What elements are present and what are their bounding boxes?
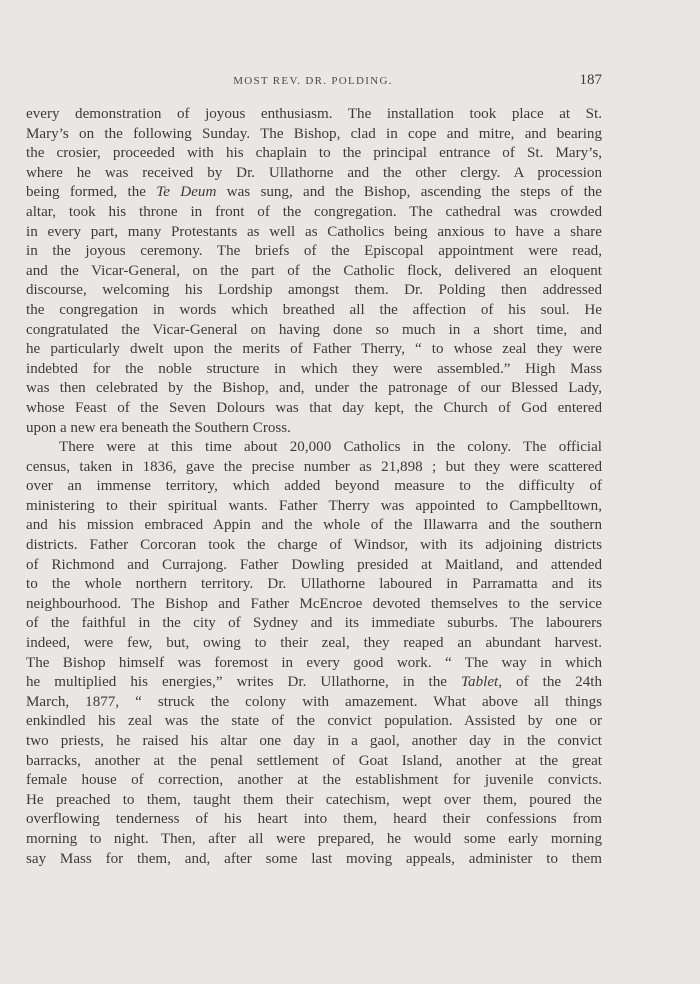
text-run: in every part, many Protestants as well as Catholics being anxious to have a share [26,223,602,240]
text-line [26,654,602,674]
text-run: morning to night. Then, after all were prepared, he would some early morning [26,830,602,847]
italic-run: Te Deum [156,184,217,201]
text-run: in the joyous ceremony. The briefs of the Episcopal appointment were read, [26,243,602,260]
text-run: altar, took his throne in front of the congregation. The cathedral was crowded [26,203,602,220]
text-line [26,458,602,478]
text-line [26,693,602,713]
page-number: 187 [579,72,602,88]
text-run: he particularly dwelt upon the merits of Father Therry, “ to whose zeal they were [26,341,602,358]
text-run: The Bishop himself was foremost in every good work. “ The way in which [26,654,602,671]
text-run: of the faithful in the city of Sydney and its immediate suburbs. The labourers [26,615,602,632]
text-run: where he was received by Dr. Ullathorne and the other clergy. A procession [26,164,602,181]
text-run: barracks, another at the penal settlement of Goat Island, another at the great [26,752,602,769]
text-line [26,752,602,772]
text-line [26,634,602,654]
text-line [26,144,602,164]
text-line [26,262,602,282]
text-line [26,281,602,301]
text-line [26,419,602,439]
text-run: districts. Father Corcoran took the charge of Windsor, with its adjoining districts [26,537,602,554]
text-line [26,125,602,145]
text-line [26,830,602,850]
text-run: being formed, the [26,184,157,201]
text-line [26,203,602,223]
text-run: the congregation in words which breathed all the affection of his soul. He [26,301,602,318]
text-run: of the 24th [502,674,602,691]
text-run: whose Feast of the Seven Dolours was that day kept, the Church of God entered [26,399,602,416]
text-line [26,575,602,595]
running-head [24,72,602,92]
body-text [26,105,602,869]
text-run: was sung, and the Bishop, ascending the steps of the [216,184,602,201]
text-line [26,595,602,615]
text-line [26,438,602,458]
text-run: was then celebrated by the Bishop, and, under the patronage of our Blessed Lady, [26,380,602,397]
text-line [26,771,602,791]
text-run: indebted for the noble structure in which they were assembled.” High Mass [26,360,602,377]
text-line [26,360,602,380]
text-run: ministering to their spiritual wants. Father Therry was appointed to Campbelltown, [26,497,602,514]
text-line [26,477,602,497]
text-line [26,673,602,693]
text-run: He preached to them, taught them their catechism, wept over them, poured the [26,791,602,808]
text-run: upon a new era beneath the Southern Cross. [26,419,291,436]
text-run: Mary’s on the following Sunday. The Bishop, clad in cope and mitre, and bearing [26,125,602,142]
text-line [26,614,602,634]
text-run: over an immense territory, which added beyond measure to the difficulty of [26,478,602,495]
text-run: March, 1877, “ struck the colony with amazement. What above all things [26,693,602,710]
text-line [26,850,602,870]
text-run: every demonstration of joyous enthusiasm. The installation took place at St. [26,106,602,122]
text-run: discourse, welcoming his Lordship amongst them. Dr. Polding then addressed [26,282,602,299]
text-run: indeed, were few, but, owing to their zeal, they reaped an abundant harvest. [26,635,602,652]
text-run: There were at this time about 20,000 Catholics in the colony. The official [59,439,602,456]
text-run: he multiplied his energies,” writes Dr. Ullathorne, in the [26,674,462,691]
text-line [26,379,602,399]
text-run: census, taken in 1836, gave the precise number as 21,898 ; but they were scattered [26,458,602,475]
text-run: say Mass for them, and, after some last moving appeals, administer to them [26,850,602,867]
text-line [26,516,602,536]
text-line [26,242,602,262]
text-run: enkindled his zeal was the state of the convict population. Assisted by one or [26,713,602,730]
text-line [26,791,602,811]
text-run: and the Vicar-General, on the part of the Catholic flock, delivered an eloquent [26,262,602,279]
text-run: of Richmond and Currajong. Father Dowling presided at Maitland, and attended [26,556,602,573]
text-run: congratulated the Vicar-General on having done so much in a short time, and [26,321,602,338]
text-line [26,497,602,517]
text-line [26,183,602,203]
text-run: overflowing tenderness of his heart into them, heard their confessions from [26,811,602,828]
text-line [26,301,602,321]
text-run: neighbourhood. The Bishop and Father McEncroe devoted themselves to the service [26,595,602,612]
text-line [26,223,602,243]
text-run: and his mission embraced Appin and the whole of the Illawarra and the southern [26,517,602,534]
text-line [26,810,602,830]
text-run: to the whole northern territory. Dr. Ullathorne laboured in Parramatta and its [26,576,602,593]
text-line [26,712,602,732]
text-run: female house of correction, another at the establishment for juvenile convicts. [26,772,602,789]
text-line [26,164,602,184]
text-run: the crosier, proceeded with his chaplain to the principal entrance of St. Mary’s, [26,145,602,162]
text-line [26,556,602,576]
italic-run: Tablet, [461,674,503,691]
text-line [26,321,602,341]
text-line [26,399,602,419]
text-line [26,340,602,360]
text-line [26,536,602,556]
running-title: MOST REV. DR. POLDING. [233,75,393,87]
text-line [26,105,602,125]
text-line [26,732,602,752]
text-run: two priests, he raised his altar one day in a gaol, another day in the convict [26,733,602,749]
